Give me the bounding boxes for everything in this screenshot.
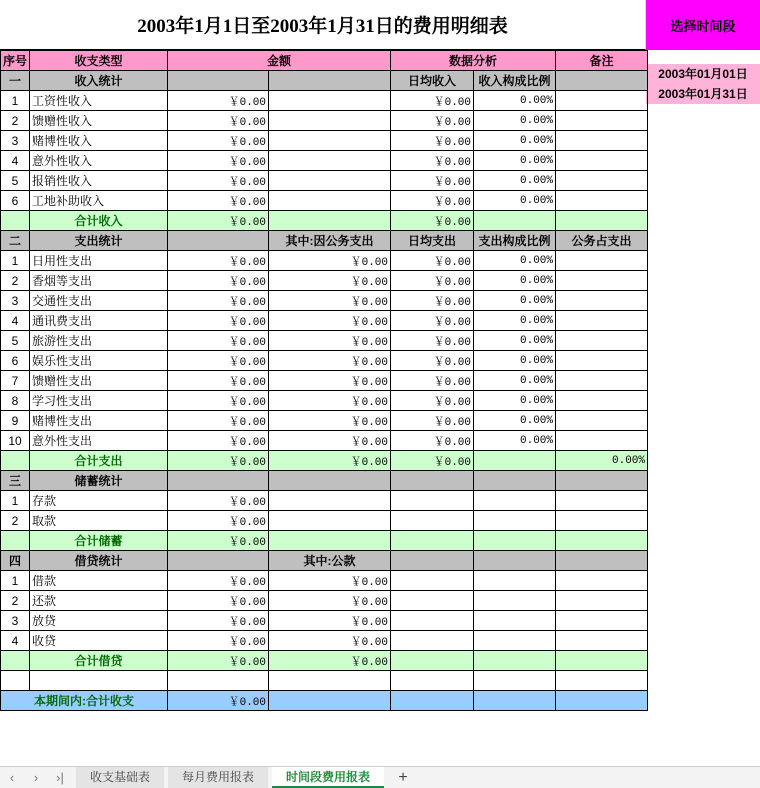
row-type[interactable]: 日用性支出 <box>30 251 168 271</box>
section-number[interactable]: 二 <box>1 231 30 251</box>
sheet-title[interactable]: 2003年1月1日至2003年1月31日的费用明细表 <box>0 0 646 50</box>
table-row <box>1 151 648 171</box>
header-index[interactable]: 序号 <box>1 51 30 71</box>
section-col3-header[interactable] <box>269 471 391 491</box>
row-col5[interactable] <box>474 591 556 611</box>
row-col6[interactable] <box>556 191 648 211</box>
section-total-row <box>1 451 648 471</box>
row-col3[interactable]: ￥0.00 <box>269 251 391 271</box>
net-total-label[interactable]: 本期间内:合计收支 <box>1 691 168 711</box>
row-amount[interactable]: ￥0.00 <box>168 631 269 651</box>
row-col5[interactable]: 0.00% <box>474 291 556 311</box>
row-col3[interactable] <box>269 111 391 131</box>
total-col5[interactable] <box>474 651 556 671</box>
row-type[interactable]: 收贷 <box>30 631 168 651</box>
blank-row <box>1 671 648 691</box>
row-col4[interactable]: ￥0.00 <box>391 291 474 311</box>
row-col4[interactable] <box>391 571 474 591</box>
row-index[interactable]: 2 <box>1 591 30 611</box>
row-col4[interactable]: ￥0.00 <box>391 111 474 131</box>
section-col6-header[interactable]: 公务占支出 <box>556 231 648 251</box>
row-col5[interactable]: 0.00% <box>474 331 556 351</box>
row-col3[interactable] <box>269 131 391 151</box>
total-label[interactable]: 合计借贷 <box>30 651 168 671</box>
row-col3[interactable]: ￥0.00 <box>269 311 391 331</box>
row-col5[interactable] <box>474 571 556 591</box>
row-amount[interactable]: ￥0.00 <box>168 251 269 271</box>
section-amount-cell[interactable] <box>168 471 269 491</box>
row-type[interactable]: 馈赠性收入 <box>30 111 168 131</box>
row-col5[interactable]: 0.00% <box>474 431 556 451</box>
total-col4[interactable]: ￥0.00 <box>391 211 474 231</box>
row-amount[interactable]: ￥0.00 <box>168 571 269 591</box>
row-col3[interactable]: ￥0.00 <box>269 371 391 391</box>
header-row <box>1 51 648 71</box>
row-col6[interactable] <box>556 371 648 391</box>
row-index[interactable]: 4 <box>1 631 30 651</box>
row-col3[interactable]: ￥0.00 <box>269 271 391 291</box>
row-col4[interactable]: ￥0.00 <box>391 311 474 331</box>
prev-sheet-icon[interactable]: ‹ <box>9 770 15 785</box>
total-amount[interactable]: ￥0.00 <box>168 211 269 231</box>
row-col3[interactable]: ￥0.00 <box>269 351 391 371</box>
row-col3[interactable] <box>269 511 391 531</box>
row-col4[interactable]: ￥0.00 <box>391 191 474 211</box>
table-row <box>1 431 648 451</box>
row-col6[interactable] <box>556 631 648 651</box>
section-col3-header[interactable]: 其中:公款 <box>269 551 391 571</box>
row-col6[interactable] <box>556 251 648 271</box>
row-col5[interactable]: 0.00% <box>474 271 556 291</box>
table-row <box>1 111 648 131</box>
date-range <box>646 64 760 104</box>
row-index[interactable]: 1 <box>1 251 30 271</box>
table-row <box>1 591 648 611</box>
row-amount[interactable]: ￥0.00 <box>168 371 269 391</box>
total-col5[interactable] <box>474 211 556 231</box>
row-amount[interactable]: ￥0.00 <box>168 131 269 151</box>
row-col6[interactable] <box>556 271 648 291</box>
row-col4[interactable]: ￥0.00 <box>391 171 474 191</box>
table-row <box>1 511 648 531</box>
section-col5-header[interactable]: 收入构成比例 <box>474 71 556 91</box>
section-total-row <box>1 651 648 671</box>
row-type[interactable]: 旅游性支出 <box>30 331 168 351</box>
row-col5[interactable]: 0.00% <box>474 151 556 171</box>
total-amount[interactable]: ￥0.00 <box>168 451 269 471</box>
total-col6[interactable] <box>556 531 648 551</box>
section-total-row <box>1 211 648 231</box>
row-type[interactable]: 报销性收入 <box>30 171 168 191</box>
row-index[interactable]: 4 <box>1 311 30 331</box>
row-col5[interactable]: 0.00% <box>474 171 556 191</box>
row-col5[interactable]: 0.00% <box>474 311 556 331</box>
row-col4[interactable]: ￥0.00 <box>391 131 474 151</box>
header-remark[interactable]: 备注 <box>556 51 648 71</box>
row-col4[interactable]: ￥0.00 <box>391 371 474 391</box>
total-col3[interactable]: ￥0.00 <box>269 451 391 471</box>
total-label[interactable]: 合计支出 <box>30 451 168 471</box>
row-col4[interactable] <box>391 631 474 651</box>
section-header-row <box>1 231 648 251</box>
net-total-row <box>1 691 648 711</box>
table-row <box>1 371 648 391</box>
net-empty-cell[interactable] <box>391 691 474 711</box>
table-row <box>1 631 648 651</box>
row-col4[interactable] <box>391 511 474 531</box>
section-label[interactable]: 收入统计 <box>30 71 168 91</box>
row-col5[interactable] <box>474 611 556 631</box>
total-col3[interactable]: ￥0.00 <box>269 651 391 671</box>
row-col3[interactable] <box>269 151 391 171</box>
row-col4[interactable]: ￥0.00 <box>391 91 474 111</box>
table-row <box>1 131 648 151</box>
row-index[interactable]: 5 <box>1 331 30 351</box>
row-index[interactable]: 6 <box>1 191 30 211</box>
row-index[interactable]: 9 <box>1 411 30 431</box>
row-index[interactable]: 8 <box>1 391 30 411</box>
row-col5[interactable] <box>474 631 556 651</box>
section-total-row <box>1 531 648 551</box>
row-col5[interactable]: 0.00% <box>474 351 556 371</box>
section-amount-cell[interactable] <box>168 551 269 571</box>
row-type[interactable]: 交通性支出 <box>30 291 168 311</box>
row-amount[interactable]: ￥0.00 <box>168 311 269 331</box>
next-sheet-icon[interactable]: › <box>33 770 39 785</box>
row-index[interactable]: 1 <box>1 571 30 591</box>
row-col3[interactable]: ￥0.00 <box>269 331 391 351</box>
row-col5[interactable]: 0.00% <box>474 371 556 391</box>
blank-cell[interactable] <box>474 671 556 691</box>
row-index[interactable]: 7 <box>1 371 30 391</box>
total-index-cell[interactable] <box>1 451 30 471</box>
row-index[interactable]: 2 <box>1 511 30 531</box>
row-col6[interactable] <box>556 571 648 591</box>
section-amount-cell[interactable] <box>168 71 269 91</box>
row-type[interactable]: 取款 <box>30 511 168 531</box>
table-row <box>1 291 648 311</box>
total-label[interactable]: 合计储蓄 <box>30 531 168 551</box>
total-amount[interactable]: ￥0.00 <box>168 531 269 551</box>
expense-table <box>0 50 648 711</box>
row-col5[interactable] <box>474 491 556 511</box>
row-col6[interactable] <box>556 491 648 511</box>
row-col5[interactable]: 0.00% <box>474 91 556 111</box>
row-type[interactable]: 借款 <box>30 571 168 591</box>
total-index-cell[interactable] <box>1 651 30 671</box>
section-col6-header[interactable] <box>556 471 648 491</box>
table-row <box>1 351 648 371</box>
section-label[interactable]: 支出统计 <box>30 231 168 251</box>
total-col6[interactable] <box>556 211 648 231</box>
blank-cell[interactable] <box>30 671 168 691</box>
tab-monthly[interactable]: 每月费用报表 <box>168 767 268 788</box>
row-col4[interactable]: ￥0.00 <box>391 431 474 451</box>
row-amount[interactable]: ￥0.00 <box>168 331 269 351</box>
row-amount[interactable]: ￥0.00 <box>168 411 269 431</box>
blank-cell[interactable] <box>168 671 269 691</box>
row-index[interactable]: 6 <box>1 351 30 371</box>
row-amount[interactable]: ￥0.00 <box>168 151 269 171</box>
row-col4[interactable] <box>391 491 474 511</box>
sheet-tab-bar <box>0 766 760 788</box>
net-total-amount[interactable]: ￥0.00 <box>168 691 269 711</box>
row-col5[interactable]: 0.00% <box>474 251 556 271</box>
header-analysis[interactable]: 数据分析 <box>391 51 556 71</box>
row-col3[interactable] <box>269 171 391 191</box>
total-col3[interactable] <box>269 531 391 551</box>
table-row <box>1 571 648 591</box>
row-type[interactable]: 香烟等支出 <box>30 271 168 291</box>
section-col5-header[interactable] <box>474 551 556 571</box>
table-row <box>1 391 648 411</box>
select-period-button[interactable]: 选择时间段 <box>646 0 760 50</box>
row-type[interactable]: 赌博性收入 <box>30 131 168 151</box>
row-col4[interactable]: ￥0.00 <box>391 331 474 351</box>
section-number[interactable]: 三 <box>1 471 30 491</box>
row-col6[interactable] <box>556 291 648 311</box>
row-index[interactable]: 5 <box>1 171 30 191</box>
blank-cell[interactable] <box>391 671 474 691</box>
total-index-cell[interactable] <box>1 531 30 551</box>
row-amount[interactable]: ￥0.00 <box>168 611 269 631</box>
section-col3-header[interactable] <box>269 71 391 91</box>
blank-cell[interactable] <box>1 671 30 691</box>
row-col6[interactable] <box>556 151 648 171</box>
row-col4[interactable] <box>391 591 474 611</box>
row-col3[interactable]: ￥0.00 <box>269 611 391 631</box>
row-amount[interactable]: ￥0.00 <box>168 491 269 511</box>
row-amount[interactable]: ￥0.00 <box>168 291 269 311</box>
row-amount[interactable]: ￥0.00 <box>168 271 269 291</box>
row-col4[interactable]: ￥0.00 <box>391 411 474 431</box>
table-row <box>1 311 648 331</box>
total-col4[interactable]: ￥0.00 <box>391 451 474 471</box>
row-col3[interactable]: ￥0.00 <box>269 391 391 411</box>
row-col5[interactable]: 0.00% <box>474 391 556 411</box>
row-index[interactable]: 10 <box>1 431 30 451</box>
total-col5[interactable] <box>474 451 556 471</box>
row-col3[interactable]: ￥0.00 <box>269 571 391 591</box>
row-col5[interactable]: 0.00% <box>474 111 556 131</box>
section-amount-cell[interactable] <box>168 231 269 251</box>
row-col3[interactable]: ￥0.00 <box>269 631 391 651</box>
row-type[interactable]: 馈赠性支出 <box>30 371 168 391</box>
row-amount[interactable]: ￥0.00 <box>168 191 269 211</box>
total-col4[interactable] <box>391 531 474 551</box>
row-type[interactable]: 赌博性支出 <box>30 411 168 431</box>
section-col6-header[interactable] <box>556 71 648 91</box>
row-col4[interactable]: ￥0.00 <box>391 271 474 291</box>
row-col6[interactable] <box>556 351 648 371</box>
blank-cell[interactable] <box>556 671 648 691</box>
total-col4[interactable] <box>391 651 474 671</box>
row-col6[interactable] <box>556 511 648 531</box>
header-type[interactable]: 收支类型 <box>30 51 168 71</box>
section-col5-header[interactable]: 支出构成比例 <box>474 231 556 251</box>
row-type[interactable]: 存款 <box>30 491 168 511</box>
total-col6[interactable]: 0.00% <box>556 451 648 471</box>
row-col5[interactable]: 0.00% <box>474 411 556 431</box>
section-col3-header[interactable]: 其中:因公务支出 <box>269 231 391 251</box>
table-row <box>1 491 648 511</box>
row-type[interactable]: 工资性收入 <box>30 91 168 111</box>
section-col4-header[interactable]: 日均收入 <box>391 71 474 91</box>
row-index[interactable]: 2 <box>1 271 30 291</box>
row-type[interactable]: 通讯费支出 <box>30 311 168 331</box>
section-header-row <box>1 471 648 491</box>
row-col6[interactable] <box>556 331 648 351</box>
row-col6[interactable] <box>556 91 648 111</box>
row-amount[interactable]: ￥0.00 <box>168 391 269 411</box>
tab-basic[interactable]: 收支基础表 <box>76 767 164 788</box>
total-col3[interactable] <box>269 211 391 231</box>
section-col5-header[interactable] <box>474 471 556 491</box>
section-col4-header[interactable]: 日均支出 <box>391 231 474 251</box>
row-amount[interactable]: ￥0.00 <box>168 511 269 531</box>
row-type[interactable]: 放贷 <box>30 611 168 631</box>
row-col6[interactable] <box>556 611 648 631</box>
row-col4[interactable] <box>391 611 474 631</box>
row-col3[interactable]: ￥0.00 <box>269 411 391 431</box>
row-col3[interactable]: ￥0.00 <box>269 431 391 451</box>
row-col3[interactable] <box>269 191 391 211</box>
total-label[interactable]: 合计收入 <box>30 211 168 231</box>
section-col4-header[interactable] <box>391 551 474 571</box>
row-type[interactable]: 娱乐性支出 <box>30 351 168 371</box>
net-empty-cell[interactable] <box>556 691 648 711</box>
row-col4[interactable]: ￥0.00 <box>391 151 474 171</box>
row-index[interactable]: 1 <box>1 491 30 511</box>
header-amount[interactable]: 金额 <box>168 51 391 71</box>
section-number[interactable]: 一 <box>1 71 30 91</box>
row-col5[interactable]: 0.00% <box>474 131 556 151</box>
row-index[interactable]: 2 <box>1 111 30 131</box>
net-empty-cell[interactable] <box>474 691 556 711</box>
net-empty-cell[interactable] <box>269 691 391 711</box>
row-col4[interactable]: ￥0.00 <box>391 251 474 271</box>
start-date-cell[interactable]: 2003年01月01日 <box>646 64 760 84</box>
blank-cell[interactable] <box>269 671 391 691</box>
table-row <box>1 611 648 631</box>
row-col5[interactable]: 0.00% <box>474 191 556 211</box>
section-label[interactable]: 储蓄统计 <box>30 471 168 491</box>
row-col3[interactable]: ￥0.00 <box>269 291 391 311</box>
section-header-row <box>1 71 648 91</box>
row-index[interactable]: 1 <box>1 91 30 111</box>
section-col4-header[interactable] <box>391 471 474 491</box>
last-sheet-icon[interactable]: ›| <box>56 770 64 785</box>
table-row <box>1 191 648 211</box>
total-col6[interactable] <box>556 651 648 671</box>
total-col5[interactable] <box>474 531 556 551</box>
row-amount[interactable]: ￥0.00 <box>168 351 269 371</box>
row-col5[interactable] <box>474 511 556 531</box>
table-row <box>1 91 648 111</box>
row-col6[interactable] <box>556 111 648 131</box>
tab-period[interactable]: 时间段费用报表 <box>272 767 384 788</box>
row-amount[interactable]: ￥0.00 <box>168 111 269 131</box>
row-type[interactable]: 意外性收入 <box>30 151 168 171</box>
row-col4[interactable]: ￥0.00 <box>391 391 474 411</box>
row-index[interactable]: 3 <box>1 131 30 151</box>
table-row <box>1 411 648 431</box>
row-col6[interactable] <box>556 311 648 331</box>
row-index[interactable]: 3 <box>1 611 30 631</box>
row-amount[interactable]: ￥0.00 <box>168 431 269 451</box>
row-type[interactable]: 意外性支出 <box>30 431 168 451</box>
row-amount[interactable]: ￥0.00 <box>168 591 269 611</box>
table-row <box>1 271 648 291</box>
row-type[interactable]: 学习性支出 <box>30 391 168 411</box>
row-amount[interactable]: ￥0.00 <box>168 91 269 111</box>
row-col6[interactable] <box>556 171 648 191</box>
row-amount[interactable]: ￥0.00 <box>168 171 269 191</box>
section-label[interactable]: 借贷统计 <box>30 551 168 571</box>
row-col6[interactable] <box>556 131 648 151</box>
end-date-cell[interactable]: 2003年01月31日 <box>646 84 760 104</box>
row-col4[interactable]: ￥0.00 <box>391 351 474 371</box>
total-amount[interactable]: ￥0.00 <box>168 651 269 671</box>
row-index[interactable]: 3 <box>1 291 30 311</box>
row-col6[interactable] <box>556 431 648 451</box>
row-col3[interactable] <box>269 491 391 511</box>
row-col3[interactable] <box>269 91 391 111</box>
table-row <box>1 171 648 191</box>
row-index[interactable]: 4 <box>1 151 30 171</box>
table-row <box>1 251 648 271</box>
section-number[interactable]: 四 <box>1 551 30 571</box>
section-header-row <box>1 551 648 571</box>
row-col6[interactable] <box>556 591 648 611</box>
row-col6[interactable] <box>556 391 648 411</box>
row-col3[interactable]: ￥0.00 <box>269 591 391 611</box>
row-col6[interactable] <box>556 411 648 431</box>
add-sheet-icon[interactable]: + <box>398 768 408 786</box>
row-type[interactable]: 还款 <box>30 591 168 611</box>
table-row <box>1 331 648 351</box>
section-col6-header[interactable] <box>556 551 648 571</box>
row-type[interactable]: 工地补助收入 <box>30 191 168 211</box>
total-index-cell[interactable] <box>1 211 30 231</box>
